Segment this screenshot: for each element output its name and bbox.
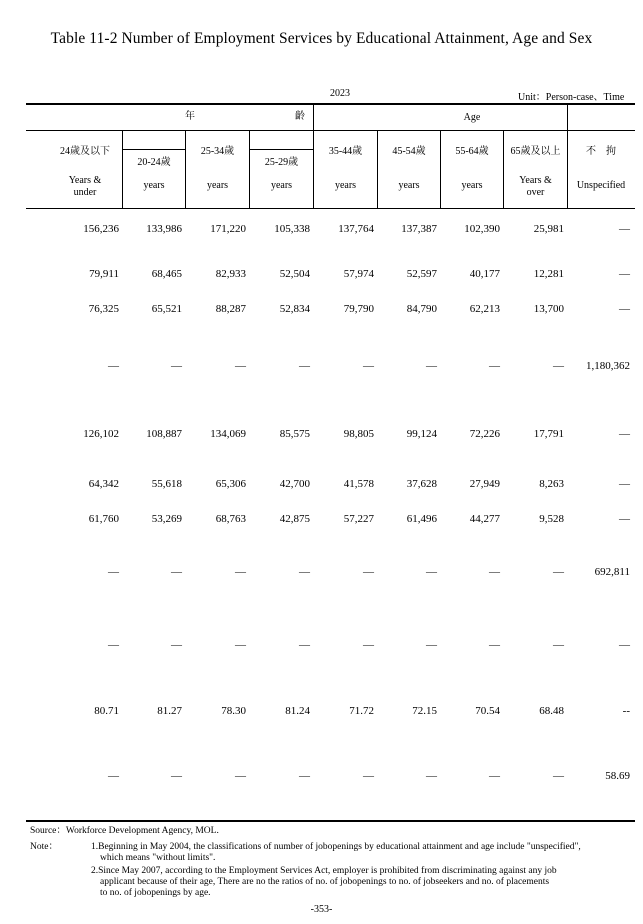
table-cell: 156,236 — [83, 223, 119, 235]
table-cell: 79,790 — [343, 303, 374, 315]
table-cell: — — [619, 268, 630, 280]
table-cell: — — [108, 566, 119, 578]
table-cell: 57,974 — [343, 268, 374, 280]
subcol-box-top — [249, 149, 314, 150]
table-cell: — — [619, 223, 630, 235]
header-top-rule — [26, 103, 635, 105]
table-cell: 25,981 — [533, 223, 564, 235]
col-header-zh: 65歲及以上 — [510, 146, 561, 157]
table-cell: — — [489, 770, 500, 782]
table-cell: — — [619, 639, 630, 651]
table-cell: 137,387 — [401, 223, 437, 235]
table-cell: — — [553, 566, 564, 578]
header-bottom-rule — [26, 208, 635, 209]
col-header-zh: 20-24歲 — [137, 157, 171, 168]
table-cell: 80.71 — [94, 705, 119, 717]
table-cell: — — [553, 639, 564, 651]
col-divider — [185, 131, 186, 208]
table-cell: 68,763 — [215, 513, 246, 525]
col-header-zh: 55-64歲 — [455, 146, 489, 157]
col-divider — [122, 131, 123, 208]
table-cell: 65,521 — [151, 303, 182, 315]
table-cell: — — [619, 428, 630, 440]
col-header-zh: 35-44歲 — [328, 146, 363, 157]
col-header-en: Years & over — [519, 175, 552, 198]
note-line: 1.Beginning in May 2004, the classifications of number of jobopenings by educational attainment and age include "unspecified", — [91, 842, 581, 852]
year-label: 2023 — [330, 88, 350, 99]
table-cell: — — [553, 770, 564, 782]
note-line: to no. of jobopenings by age. — [100, 888, 211, 898]
note-line: 2.Since May 2007, according to the Employment Services Act, employer is prohibited from discriminating against any job — [91, 866, 557, 876]
group-header-rule — [26, 130, 635, 131]
table-cell: — — [299, 770, 310, 782]
col-header-en: years — [398, 180, 420, 191]
table-cell: 692,811 — [594, 566, 630, 578]
table-cell: — — [489, 639, 500, 651]
table-cell: 61,760 — [88, 513, 119, 525]
table-cell: 52,597 — [406, 268, 437, 280]
source-text: Source：Workforce Development Agency, MOL. — [30, 826, 219, 836]
table-cell: 8,263 — [539, 478, 564, 490]
table-cell: 1,180,362 — [586, 360, 630, 372]
table-cell: 52,834 — [279, 303, 310, 315]
table-cell: 44,277 — [469, 513, 500, 525]
table-cell: 41,578 — [343, 478, 374, 490]
col-header-en: years — [270, 180, 293, 191]
subcol-box-top — [122, 149, 186, 150]
table-title: Table 11-2 Number of Employment Services by Educational Attainment, Age and Sex — [50, 30, 593, 47]
table-cell: — — [299, 566, 310, 578]
table-cell: — — [489, 360, 500, 372]
table-cell: 57,227 — [343, 513, 374, 525]
table-cell: 171,220 — [210, 223, 246, 235]
table-cell: — — [235, 360, 246, 372]
table-cell: 102,390 — [464, 223, 500, 235]
group-header-en: Age — [463, 112, 481, 123]
table-cell: — — [171, 639, 182, 651]
table-cell: 108,887 — [146, 428, 182, 440]
table-cell: 81.24 — [285, 705, 310, 717]
col-divider — [440, 131, 441, 208]
group-header-zh2: 齡 — [295, 111, 305, 122]
col-header-en: years — [334, 180, 357, 191]
table-cell: 70.54 — [475, 705, 500, 717]
table-cell: 133,986 — [146, 223, 182, 235]
table-cell: 42,700 — [279, 478, 310, 490]
table-cell: 137,764 — [338, 223, 374, 235]
col-header-zh: 不 拘 — [586, 146, 616, 157]
table-cell: 55,618 — [151, 478, 182, 490]
col-divider — [377, 131, 378, 208]
table-cell: — — [363, 639, 374, 651]
table-cell: 64,342 — [88, 478, 119, 490]
table-cell: 53,269 — [151, 513, 182, 525]
table-cell: 9,528 — [539, 513, 564, 525]
table-cell: — — [299, 360, 310, 372]
table-cell: 134,069 — [210, 428, 246, 440]
table-cell: — — [108, 770, 119, 782]
table-cell: 99,124 — [406, 428, 437, 440]
table-cell: 88,287 — [215, 303, 246, 315]
page-number: -353- — [310, 904, 333, 915]
table-cell: — — [235, 770, 246, 782]
table-cell: 58.69 — [605, 770, 630, 782]
col-divider — [249, 131, 250, 208]
col-header-zh: 25-29歲 — [264, 157, 299, 168]
table-cell: 79,911 — [89, 268, 119, 280]
table-cell: 68.48 — [539, 705, 564, 717]
table-cell: 72,226 — [469, 428, 500, 440]
table-cell: — — [108, 639, 119, 651]
note-line: which means "without limits". — [100, 853, 216, 863]
col-header-zh: 25-34歲 — [200, 146, 235, 157]
col-header-en: Years & under — [68, 175, 102, 198]
table-cell: 61,496 — [406, 513, 437, 525]
table-cell: 105,338 — [274, 223, 310, 235]
table-cell: — — [108, 360, 119, 372]
table-cell: 27,949 — [469, 478, 500, 490]
table-cell: 65,306 — [215, 478, 246, 490]
col-header-en: years — [143, 180, 165, 191]
table-cell: 12,281 — [533, 268, 564, 280]
table-cell: 78.30 — [221, 705, 246, 717]
table-cell: — — [171, 770, 182, 782]
table-cell: 98,805 — [343, 428, 374, 440]
table-cell: — — [363, 360, 374, 372]
table-cell: 17,791 — [533, 428, 564, 440]
footer-rule — [26, 820, 635, 822]
note-line: applicant because of their age, There are no the ratios of no. of jobopenings to no. of jobseekers and no. of placements — [100, 877, 550, 887]
col-header-zh: 45-54歲 — [392, 146, 426, 157]
note-label: Note： — [30, 842, 58, 852]
table-cell: 13,700 — [533, 303, 564, 315]
table-cell: — — [363, 770, 374, 782]
table-cell: 76,325 — [88, 303, 119, 315]
table-cell: — — [619, 478, 630, 490]
table-cell: -- — [622, 705, 630, 717]
table-cell: 37,628 — [406, 478, 437, 490]
table-cell: — — [553, 360, 564, 372]
table-cell: — — [235, 639, 246, 651]
table-cell: 72.15 — [412, 705, 437, 717]
table-cell: — — [619, 303, 630, 315]
col-header-en: years — [206, 180, 229, 191]
table-cell: — — [171, 360, 182, 372]
group-header-zh1: 年 — [185, 111, 195, 122]
table-cell: — — [426, 770, 437, 782]
table-cell: — — [299, 639, 310, 651]
unit-label: Unit：Person-case、Time — [518, 92, 625, 103]
col-header-en: years — [461, 180, 483, 191]
table-cell: 85,575 — [279, 428, 310, 440]
table-cell: — — [426, 566, 437, 578]
table-cell: — — [171, 566, 182, 578]
table-cell: — — [426, 360, 437, 372]
table-cell: 84,790 — [406, 303, 437, 315]
table-cell: — — [619, 513, 630, 525]
col-header-zh: 24歲及以下 — [60, 146, 110, 157]
col-header-en: Unspecified — [576, 180, 626, 191]
table-cell: 52,504 — [279, 268, 310, 280]
table-cell: 68,465 — [151, 268, 182, 280]
table-cell: 126,102 — [83, 428, 119, 440]
table-cell: — — [426, 639, 437, 651]
table-cell: 40,177 — [469, 268, 500, 280]
table-cell: 62,213 — [469, 303, 500, 315]
table-cell: 42,875 — [279, 513, 310, 525]
table-cell: — — [235, 566, 246, 578]
table-cell: 71.72 — [349, 705, 374, 717]
table-cell: 82,933 — [215, 268, 246, 280]
table-cell: 81.27 — [157, 705, 182, 717]
table-cell: — — [363, 566, 374, 578]
table-cell: — — [489, 566, 500, 578]
